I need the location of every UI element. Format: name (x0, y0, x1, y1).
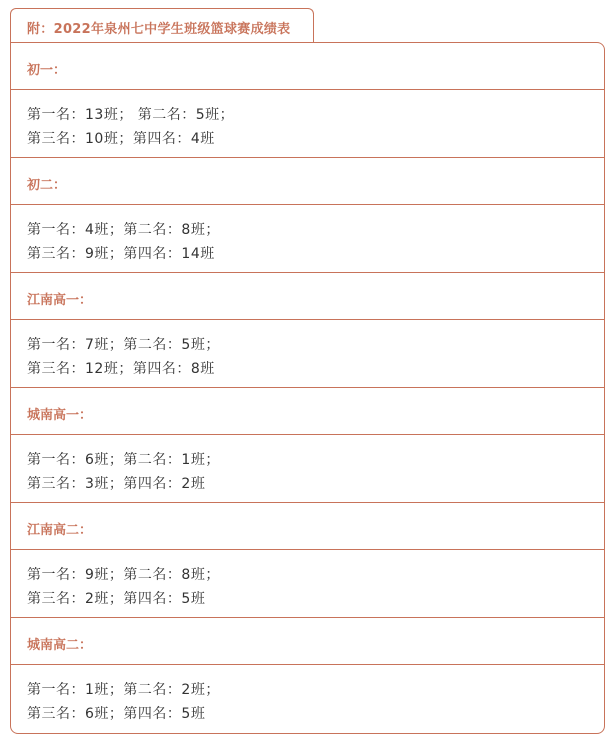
section-body (11, 435, 604, 503)
section-header-label: 江南高二： (27, 523, 93, 538)
ranking-line-1: 第一名：7班；第二名：5班； (27, 337, 220, 353)
section-grade8 (11, 158, 604, 273)
ranking-line-2: 第三名：3班；第四名：2班 (27, 476, 206, 492)
results-panel (10, 42, 605, 734)
section-header (11, 158, 604, 205)
page-title: 附：2022年泉州七中学生班级篮球赛成绩表 (27, 22, 291, 37)
section-body (11, 550, 604, 618)
section-header (11, 618, 604, 665)
title-tab (10, 8, 314, 42)
section-header (11, 273, 604, 320)
section-header (11, 388, 604, 435)
section-header-label: 城南高一： (27, 408, 93, 423)
ranking-line-1: 第一名：1班；第二名：2班； (27, 682, 220, 698)
section-header-label: 初一： (27, 63, 67, 78)
ranking-line-2: 第三名：2班；第四名：5班 (27, 591, 206, 607)
section-body (11, 90, 604, 158)
ranking-line-2: 第三名：6班；第四名：5班 (27, 706, 206, 722)
ranking-line-2: 第三名：9班；第四名：14班 (27, 246, 215, 262)
section-body (11, 320, 604, 388)
section-header-label: 江南高一： (27, 293, 93, 308)
ranking-line-1: 第一名：6班；第二名：1班； (27, 452, 220, 468)
section-header (11, 503, 604, 550)
ranking-line-1: 第一名：4班；第二名：8班； (27, 222, 220, 238)
section-jiangnan-senior1 (11, 273, 604, 388)
ranking-line-2: 第三名：12班；第四名：8班 (27, 361, 215, 377)
ranking-line-2: 第三名：10班；第四名：4班 (27, 131, 215, 147)
section-chengnan-senior2 (11, 618, 604, 733)
section-chengnan-senior1 (11, 388, 604, 503)
ranking-line-1: 第一名：9班；第二名：8班； (27, 567, 220, 583)
section-header-label: 初二： (27, 178, 67, 193)
section-header-label: 城南高二： (27, 638, 93, 653)
ranking-line-1: 第一名：13班； 第二名：5班； (27, 107, 235, 123)
section-jiangnan-senior2 (11, 503, 604, 618)
section-body (11, 205, 604, 273)
section-body (11, 665, 604, 733)
section-header (11, 43, 604, 90)
section-grade7 (11, 43, 604, 158)
